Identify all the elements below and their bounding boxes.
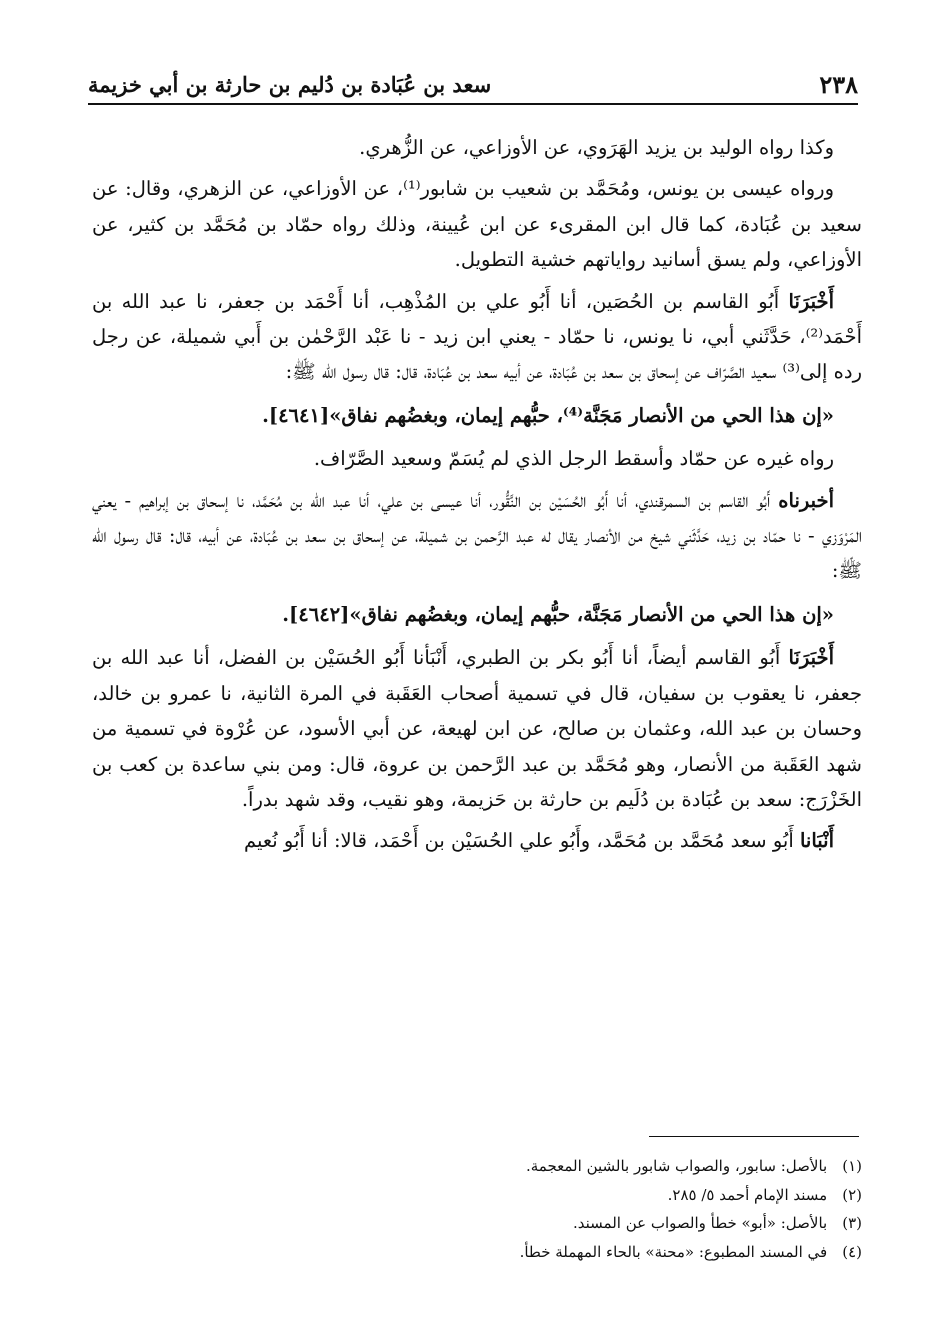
- footnotes: [92, 1152, 862, 1266]
- footnote-text: بالأصل: سابور، والصواب شابور بالشين المعجمة.: [525, 1157, 828, 1175]
- hadith-text: [92, 398, 862, 433]
- footnote-number: (١): [842, 1157, 862, 1175]
- footnote-number: (٢): [842, 1185, 862, 1204]
- paragraph-text: رواه غيره عن حمّاد وأسقط الرجل الذي لم يُسَمّ وسعيد الصَّرّاف.: [313, 447, 834, 471]
- paragraph: [92, 823, 862, 858]
- paragraph: [92, 130, 862, 165]
- footnote-text: بالأصل: «أبو» خطأ والصواب عن المسند.: [572, 1214, 828, 1232]
- paragraph-text: أَبُو القاسم بن السمرقندي، أنا أَبُو الحُسَيْن بن النَّقُّور، أنا عيسى بن علي، أنا عبد الله بن مُحَمَّد، نا إسحاق بن إبراهيم - يعني المَرْوَزي - نا حمّاد بن زيد، حَدَّثَني شيخ من الأنصار يقال له عبد الرَّحمن بن شميلة، عن إسحاق بن سعد بن عُبَادة، عن أبيه، قال: قال رسول الله ﷺ:: [92, 488, 862, 583]
- paragraph-text: «إن هذا الحي من الأنصار مَجَنَّة⁽⁴⁾، حبُّهم إيمان، وبغضُهم نفاق»[٤٦٤١].: [262, 403, 834, 427]
- footnote-number: (٤): [842, 1242, 862, 1261]
- running-title: سعد بن عُبَادة بن دُليم بن حارثة بن أبي خزيمة: [88, 72, 492, 97]
- header-rule: [88, 103, 858, 105]
- paragraph: [92, 483, 862, 589]
- footnote: [92, 1152, 862, 1181]
- footnote-text: مسند الإمام أحمد ٥/ ٢٨٥.: [667, 1185, 828, 1204]
- paragraph-text: «إن هذا الحي من الأنصار مَجَنَّة، حبُّهم إيمان، وبغضُهم نفاق»[٤٦٤٢].: [282, 602, 834, 626]
- paragraph: [92, 441, 862, 476]
- paragraph: [92, 171, 862, 277]
- paragraph: [92, 284, 862, 390]
- footnote-rule: [649, 1136, 859, 1137]
- paragraph-text: وكذا رواه الوليد بن يزيد الهَرَوي، عن الأوزاعي، عن الزُّهري.: [359, 136, 834, 159]
- paragraph-text: ورواه عيسى بن يونس، ومُحَمَّد بن شعيب بن شابور⁽¹⁾، عن الأوزاعي، عن الزهري، وقال: عن سعيد بن عُبَادة، كما قال ابن المقرىء عن ابن عُيينة، وذلك رواه حمّاد بن مُحَمَّد بن كثير، عن الأوزاعي، ولم يسق أسانيد رواياتهم خشية التطويل.: [92, 177, 862, 272]
- paragraph: [92, 640, 862, 817]
- paragraph-text: أَبُو القاسم بن الحُصَين، أنا أَبُو علي بن المُذْهِب، أنا أَحْمَد بن جعفر، نا عبد الله بن أَحْمَد⁽²⁾، حَدَّثَني أبي، نا يونس، نا حمّاد - يعني ابن زيد - نا عَبْد الرَّحْمٰن بن أَبي شميلة، عن رجل رده إلى⁽³⁾ سعيد الصَّرّاف عن إسحاق بن سعد بن عُبَادة، عن أبيه سعد بن عُبَادة، قال: قال رسول الله ﷺ:: [92, 289, 862, 384]
- footnote: [92, 1181, 862, 1210]
- paragraph-text: أَبُو القاسم أيضاً، أنا أَبُو بكر بن الطبري، أَنْبَأنا أَبُو الحُسَيْن بن الفضل، أنا عبد الله بن جعفر، نا يعقوب بن سفيان، قال في تسمية أصحاب العَقَبة في المرة الثانية، نا عمرو بن خالد، وحسان بن عبد الله، وعثمان بن صالح، عن ابن لهيعة، عن أبي الأسود، عن عُرْوة في تسمية من شهد العَقَبة من الأنصار، وهو مُحَمَّد بن عبد الرَّحمن بن عروة، قال: ومن بني ساعدة بن كعب بن الخَزْرَج: سعد بن عُبَادة بن دُلَيم بن حارثة بن حَزيمة، وهو نقيب، وقد شهد بدراً.: [92, 646, 862, 811]
- footnote: [92, 1238, 862, 1267]
- page-number: ٢٣٨: [819, 70, 858, 99]
- footnote-text: في المسند المطبوع: «محنة» بالحاء المهملة خطأ.: [519, 1242, 828, 1261]
- paragraph-lead: أَخْبَرَنَا: [788, 646, 834, 670]
- paragraph-lead: أَخْبَرَنَا: [788, 289, 834, 313]
- paragraph-lead: أَنْبَانا: [799, 829, 834, 853]
- main-text: [92, 130, 862, 859]
- paragraph-lead: أخبرناه: [778, 488, 834, 512]
- footnote-number: (٣): [842, 1214, 862, 1232]
- page-header: [88, 66, 858, 106]
- hadith-text: [92, 597, 862, 632]
- footnote: [92, 1209, 862, 1238]
- paragraph-text: أَبُو سعد مُحَمَّد بن مُحَمَّد، وأَبُو علي الحُسَيْن بن أَحْمَد، قالا: أنا أَبُو نُعيم: [243, 829, 800, 853]
